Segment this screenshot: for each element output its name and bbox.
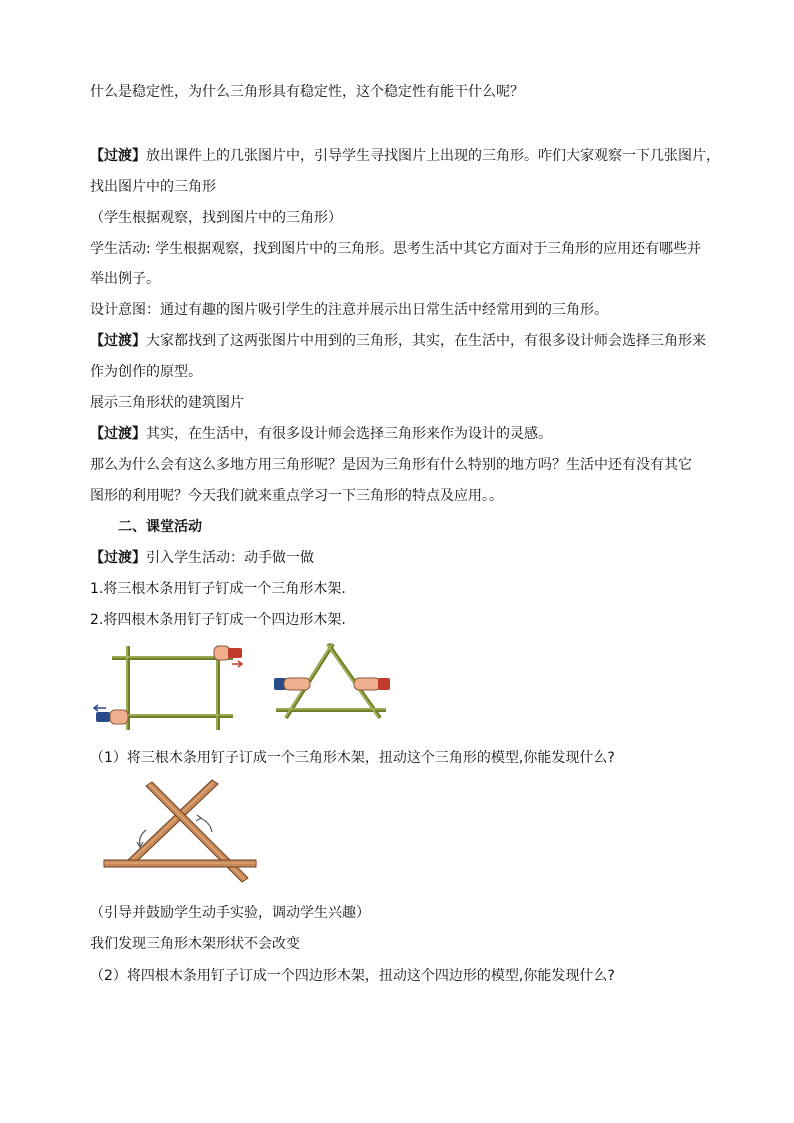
paragraph-transition-4	[90, 548, 710, 568]
transition-text: 放出课件上的几张图片中，引导学生寻找图片上出现的三角形。咋们大家观察一下几张图片，	[146, 148, 720, 164]
list-item-triangle: 1.将三根木条用钉子钉成一个三角形木架.	[90, 581, 346, 597]
transition-label: 【过渡】	[90, 550, 146, 566]
transition-text: 引入学生活动：动手做一做	[146, 550, 314, 566]
paragraph-design-intent: 设计意图：通过有趣的图片吸引学生的注意并展示出日常生活中经常用到的三角形。	[90, 302, 608, 318]
paragraph-guide: （引导并鼓励学生动手实验，调动学生兴趣）	[90, 905, 370, 921]
square-frame-figure	[88, 640, 248, 735]
paragraph-transition-1	[90, 146, 720, 166]
transition-text: 大家都找到了这两张图片中用到的三角形，其实，在生活中，有很多设计师会选择三角形来	[146, 333, 706, 349]
triangle-frame-figure	[268, 640, 398, 722]
transition-text: 其实，在生活中，有很多设计师会选择三角形来作为设计的灵感。	[146, 426, 552, 442]
arrow-left-icon	[94, 705, 106, 711]
paragraph-show-buildings: 展示三角形状的建筑图片	[90, 395, 244, 411]
paragraph-step-1: （1）将三根木条用钉子订成一个三角形木架，扭动这个三角形的模型,你能发现什么?	[90, 750, 615, 766]
paragraph-question: 什么是稳定性，为什么三角形具有稳定性，这个稳定性有能干什么呢？	[90, 84, 524, 100]
wood-stick-left	[128, 780, 218, 864]
wooden-triangle-figure	[102, 772, 262, 884]
transition-label: 【过渡】	[90, 148, 146, 164]
paragraph-transition-1-cont: 找出图片中的三角形	[90, 179, 216, 195]
list-item-quadrilateral: 2.将四根木条用钉子钉成一个四边形木架.	[90, 612, 346, 628]
section-heading: 二、课堂活动	[118, 519, 202, 535]
transition-label: 【过渡】	[90, 426, 146, 442]
arrow-right-icon	[232, 661, 242, 667]
paragraph-student-activity: 学生活动: 学生根据观察，找到图片中的三角形。思考生活中其它方面对于三角形的应用还有哪些并	[90, 241, 702, 257]
paragraph-student-observe: （学生根据观察，找到图片中的三角形）	[90, 210, 342, 226]
hand-icon	[274, 678, 310, 690]
wood-stick-bottom	[104, 860, 256, 867]
paragraph-transition-3	[90, 424, 710, 444]
paragraph-why-triangles: 那么为什么会有这么多地方用三角形呢？是因为三角形有什么特别的地方吗？生活中还有没有其它	[90, 457, 692, 473]
hand-icon	[354, 678, 390, 690]
transition-label: 【过渡】	[90, 333, 146, 349]
paragraph-why-triangles-cont: 图形的利用呢？今天我们就来重点学习一下三角形的特点及应用。。	[90, 488, 503, 504]
paragraph-finding: 我们发现三角形木架形状不会改变	[90, 936, 300, 952]
paragraph-transition-2-cont: 作为创作的原型。	[90, 364, 202, 380]
paragraph-student-activity-cont: 举出例子。	[90, 271, 160, 287]
rotate-arrow-icon	[200, 818, 212, 832]
paragraph-step-2: （2）将四根木条用钉子订成一个四边形木架，扭动这个四边形的模型,你能发现什么?	[90, 968, 615, 984]
hand-icon	[96, 710, 128, 724]
hand-icon	[214, 646, 242, 660]
paragraph-transition-2	[90, 331, 710, 351]
